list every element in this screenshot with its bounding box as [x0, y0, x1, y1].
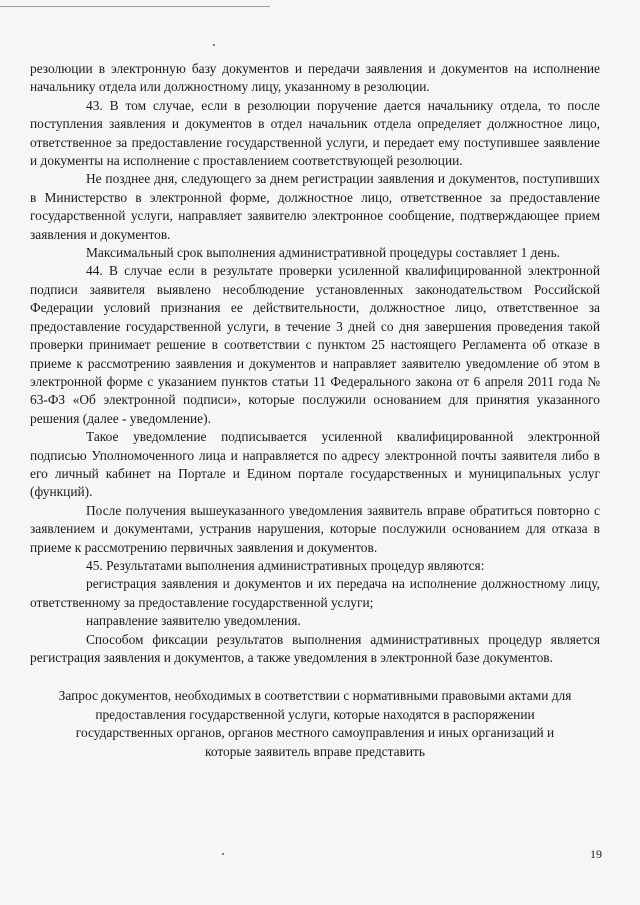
paragraph-5: 44. В случае если в результате проверки усиленной квалифицированной электронной подписи заявителя выявлено несоблюдение установленных законодательством Российской Федерации условий признания ее действительности, должностное лицо, ответственное за предоставление государственной услуги, в течение 3 дней со дня завершения проведения такой проверки принимает решение в соответствии с пунктом 25 настоящего Регламента об отказе в приеме к рассмотрению заявления и документов и направляет заявителю уведомление об этом в электронной форме с указанием пунктов статьи 11 Федерального закона от 6 апреля 2011 года № 63-ФЗ «Об электронной подписи», которые послужили основанием для принятия указанного решения (далее - уведомление). [30, 263, 600, 426]
scan-speck [213, 44, 215, 46]
paragraph-4: Максимальный срок выполнения административной процедуры составляет 1 день. [86, 245, 561, 261]
paragraph-7: После получения вышеуказанного уведомления заявитель вправе обратиться повторно с заявлением и документами, устранив нарушения, которые послужили основанием для отказа в приеме к рассмотрению первичных заявления и документов. [30, 502, 600, 555]
page-number: 19 [590, 847, 602, 861]
paragraph-3: Не позднее дня, следующего за днем регистрации заявления и документов, поступивших в Министерство в электронной форме, должностное лицо, ответственное за предоставление государственной услуги, направляет заявителю электронное сообщение, подтверждающее прием заявления и документов. [30, 171, 600, 242]
paragraph-9: регистрация заявления и документов и их передача на исполнение должностному лицу, ответственному за предоставление государственной услуги; [30, 576, 600, 610]
paragraph-8: 45. Результатами выполнения административных процедур являются: [86, 557, 485, 573]
paragraph-6: Такое уведомление подписывается усиленной квалифицированной электронной подписью Уполномоченного лица и направляется по адресу электронной почты заявителя либо в его личный кабинет на Портале и Едином портале государственных и муниципальных услуг (функций). [30, 429, 600, 500]
scan-speck [222, 853, 224, 855]
paragraph-2: 43. В том случае, если в резолюции поручение дается начальнику отдела, то после поступления заявления и документов в отдел начальник отдела определяет должностное лицо, ответственное за предоставление государственной услуги, и передает ему поступившее заявление и документы на исполнение с проставлением соответствующей резолюции. [30, 97, 600, 169]
document-page [30, 60, 600, 761]
paragraph-10: направление заявителю уведомления. [86, 613, 301, 629]
paragraph-11: Способом фиксации результатов выполнения административных процедур является регистрация заявления и документов, а также уведомления в электронной базе документов. [30, 631, 600, 665]
top-rule [0, 6, 270, 7]
section-heading: Запрос документов, необходимых в соответствии с нормативными правовыми актами для предоставления государственной услуги, которые находятся в распоряжении государственных органов, органов местного самоуправления и иных организаций и которые заявитель вправе представить [58, 688, 572, 759]
paragraph-1: резолюции в электронную базу документов и передачи заявления и документов на исполнение начальнику отдела или должностному лицу, указанному в резолюции. [30, 61, 600, 95]
